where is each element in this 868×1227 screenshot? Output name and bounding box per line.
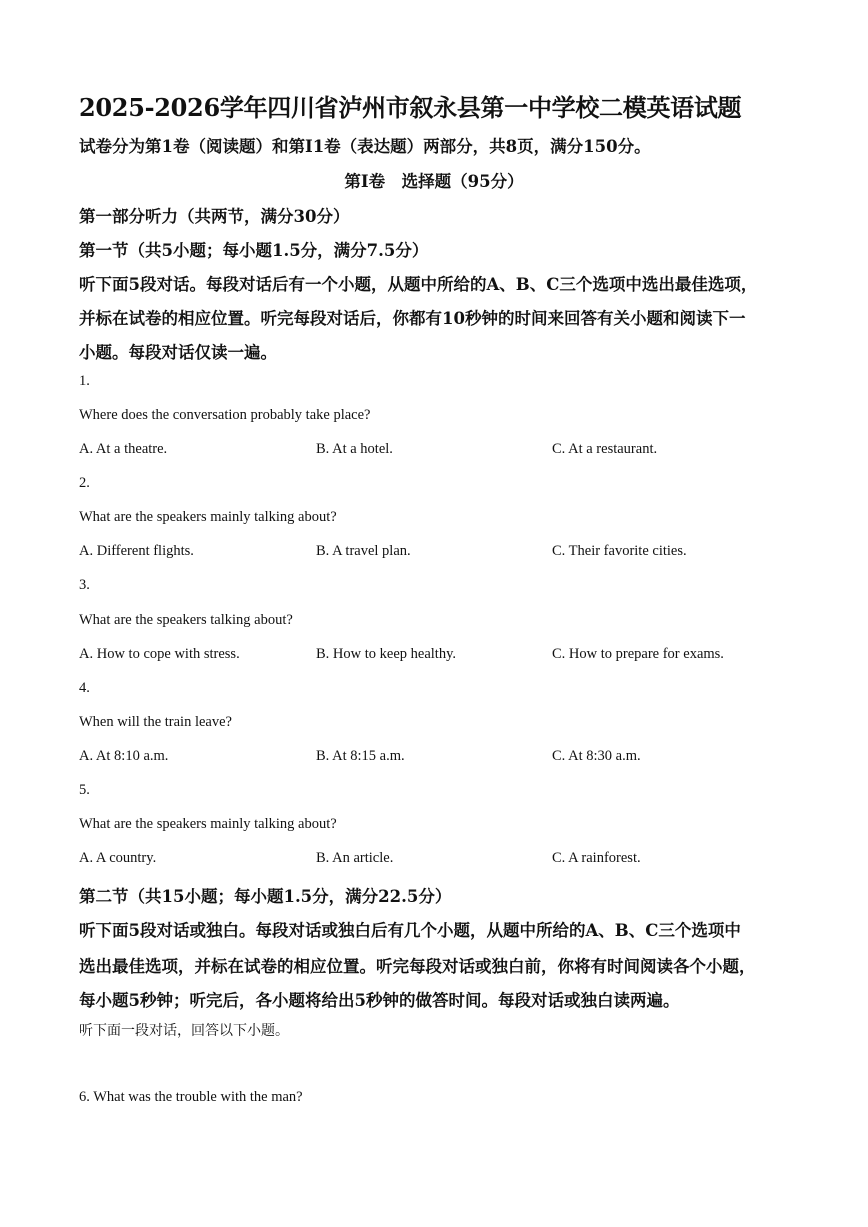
option-a: A. Different flights. xyxy=(79,543,194,559)
dialogue-prompt: 听下面一段对话，回答以下小题。 xyxy=(79,1023,289,1039)
option-c: C. How to prepare for exams. xyxy=(552,646,724,662)
question-text: Where does the conversation probably take place? xyxy=(79,407,371,423)
section1-instruction-line: 小题。每段对话仅读一遍。 xyxy=(79,343,277,362)
option-b: B. How to keep healthy. xyxy=(316,646,457,662)
question-text: 6. What was the trouble with the man? xyxy=(79,1089,303,1105)
question-number: 3. xyxy=(79,577,90,593)
option-b: B. At 8:15 a.m. xyxy=(316,748,405,764)
question-number: 5. xyxy=(79,782,90,798)
listening-heading: 第一部分听力（共两节，满分30分） xyxy=(79,207,350,226)
option-c: C. At a restaurant. xyxy=(552,441,658,457)
option-a: A. At 8:10 a.m. xyxy=(79,748,169,764)
section2-instruction-line: 每小题5秒钟；听完后，各小题将给出5秒钟的做答时间。每段对话或独白读两遍。 xyxy=(79,991,680,1010)
question-number: 4. xyxy=(79,680,90,696)
option-b: B. An article. xyxy=(316,850,394,866)
question-number: 1. xyxy=(79,373,90,389)
page-title: 2025-2026学年四川省泸州市叙永县第一中学校二模英语试题 xyxy=(79,93,742,122)
section1-instruction-line: 听下面5段对话。每段对话后有一个小题，从题中所给的A、B、C三个选项中选出最佳选项， xyxy=(79,275,758,294)
option-c: C. Their favorite cities. xyxy=(552,543,687,559)
question-text: What are the speakers mainly talking about? xyxy=(79,509,337,525)
section1-heading: 第一节（共5小题；每小题1.5分，满分7.5分） xyxy=(79,241,429,260)
exam-intro: 试卷分为第1卷（阅读题）和第I1卷（表达题）两部分，共8页，满分150分。 xyxy=(79,137,651,156)
section1-instruction-line: 并标在试卷的相应位置。听完每段对话后，你都有10秒钟的时间来回答有关小题和阅读下一 xyxy=(79,309,746,328)
option-a: A. How to cope with stress. xyxy=(79,646,240,662)
question-text: When will the train leave? xyxy=(79,714,232,730)
option-b: B. At a hotel. xyxy=(316,441,393,457)
question-text: What are the speakers mainly talking about? xyxy=(79,816,337,832)
option-a: A. A country. xyxy=(79,850,157,866)
question-text: What are the speakers talking about? xyxy=(79,612,293,628)
option-c: C. A rainforest. xyxy=(552,850,641,866)
option-b: B. A travel plan. xyxy=(316,543,411,559)
option-a: A. At a theatre. xyxy=(79,441,168,457)
section2-heading: 第二节（共15小题；每小题1.5分，满分22.5分） xyxy=(79,887,452,906)
option-c: C. At 8:30 a.m. xyxy=(552,748,641,764)
section2-instruction-line: 选出最佳选项，并标在试卷的相应位置。听完每段对话或独白前，你将有时间阅读各个小题， xyxy=(79,957,756,976)
part1-heading: 第I卷 选择题（95分） xyxy=(344,172,524,191)
section2-instruction-line: 听下面5段对话或独白。每段对话或独白后有几个小题，从题中所给的A、B、C三个选项中 xyxy=(79,921,741,940)
question-number: 2. xyxy=(79,475,90,491)
